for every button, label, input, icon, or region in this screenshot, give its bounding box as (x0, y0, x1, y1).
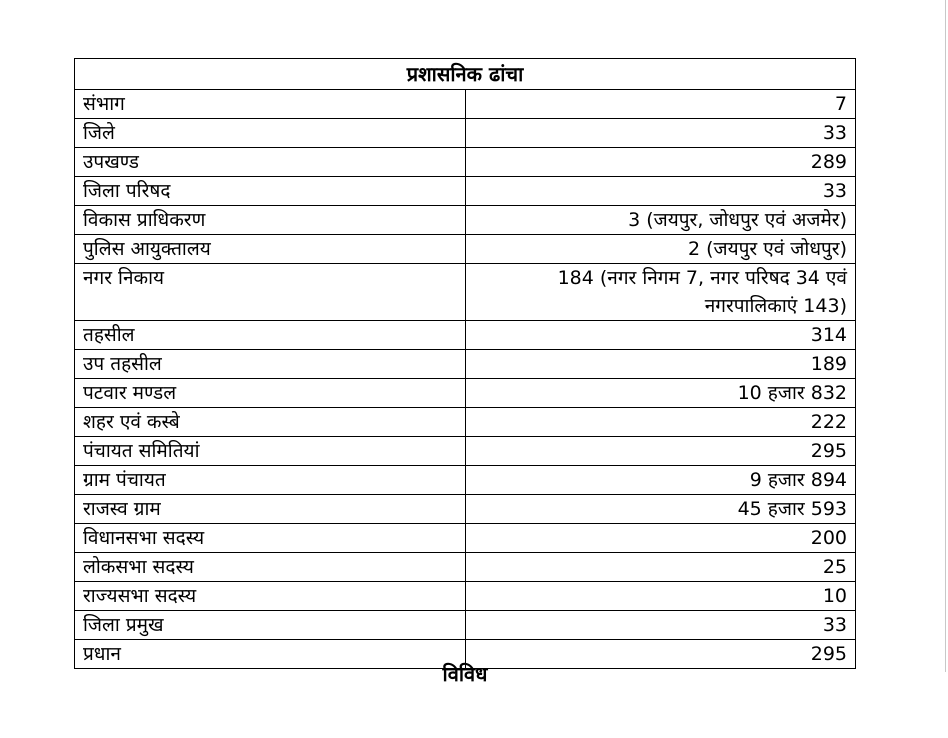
table-body (75, 90, 856, 669)
row-value: 3 (जयपुर, जोधपुर एवं अजमेर) (465, 206, 856, 235)
row-value: 184 (नगर निगम 7, नगर परिषद 34 एवं नगरपालिकाएं 143) (465, 264, 856, 321)
row-value: 222 (465, 408, 856, 437)
row-value: 33 (465, 119, 856, 148)
row-label: ग्राम पंचायत (75, 466, 466, 495)
row-label: पुलिस आयुक्तालय (75, 235, 466, 264)
row-value: 295 (465, 640, 856, 669)
next-section-title-clipped: विविध (442, 662, 488, 686)
table-row (75, 524, 856, 553)
row-label: उप तहसील (75, 350, 466, 379)
row-value: 314 (465, 321, 856, 350)
row-label: पंचायत समितियां (75, 437, 466, 466)
row-value: 45 हजार 593 (465, 495, 856, 524)
row-value: 33 (465, 177, 856, 206)
row-value: 10 हजार 832 (465, 379, 856, 408)
table-row (75, 466, 856, 495)
table-row (75, 495, 856, 524)
row-label: पटवार मण्डल (75, 379, 466, 408)
row-value: 2 (जयपुर एवं जोधपुर) (465, 235, 856, 264)
row-label: जिला परिषद (75, 177, 466, 206)
row-value: 295 (465, 437, 856, 466)
row-label: विधानसभा सदस्य (75, 524, 466, 553)
admin-structure-table (74, 58, 856, 669)
row-label: शहर एवं कस्बे (75, 408, 466, 437)
table-row (75, 408, 856, 437)
row-value: 289 (465, 148, 856, 177)
table-row (75, 264, 856, 321)
row-label: जिले (75, 119, 466, 148)
table-row (75, 235, 856, 264)
row-value: 25 (465, 553, 856, 582)
table-header-row (75, 59, 856, 90)
table-row (75, 379, 856, 408)
row-value: 200 (465, 524, 856, 553)
table-row (75, 582, 856, 611)
table-row (75, 553, 856, 582)
table-row (75, 177, 856, 206)
row-value: 7 (465, 90, 856, 119)
row-label: संभाग (75, 90, 466, 119)
row-label: राज्यसभा सदस्य (75, 582, 466, 611)
table-row (75, 148, 856, 177)
row-value: 33 (465, 611, 856, 640)
row-label: प्रधान (75, 640, 466, 669)
table-row (75, 119, 856, 148)
row-label: राजस्व ग्राम (75, 495, 466, 524)
table-row (75, 437, 856, 466)
row-label: विकास प्राधिकरण (75, 206, 466, 235)
row-label: लोकसभा सदस्य (75, 553, 466, 582)
row-label: उपखण्ड (75, 148, 466, 177)
table-row (75, 206, 856, 235)
table-title: प्रशासनिक ढांचा (75, 59, 856, 90)
row-label: तहसील (75, 321, 466, 350)
row-label: नगर निकाय (75, 264, 466, 321)
row-value: 10 (465, 582, 856, 611)
table-row (75, 90, 856, 119)
table-row (75, 321, 856, 350)
table-row (75, 611, 856, 640)
row-label: जिला प्रमुख (75, 611, 466, 640)
table-row (75, 350, 856, 379)
row-value: 189 (465, 350, 856, 379)
row-value: 9 हजार 894 (465, 466, 856, 495)
page-edge (945, 0, 946, 672)
